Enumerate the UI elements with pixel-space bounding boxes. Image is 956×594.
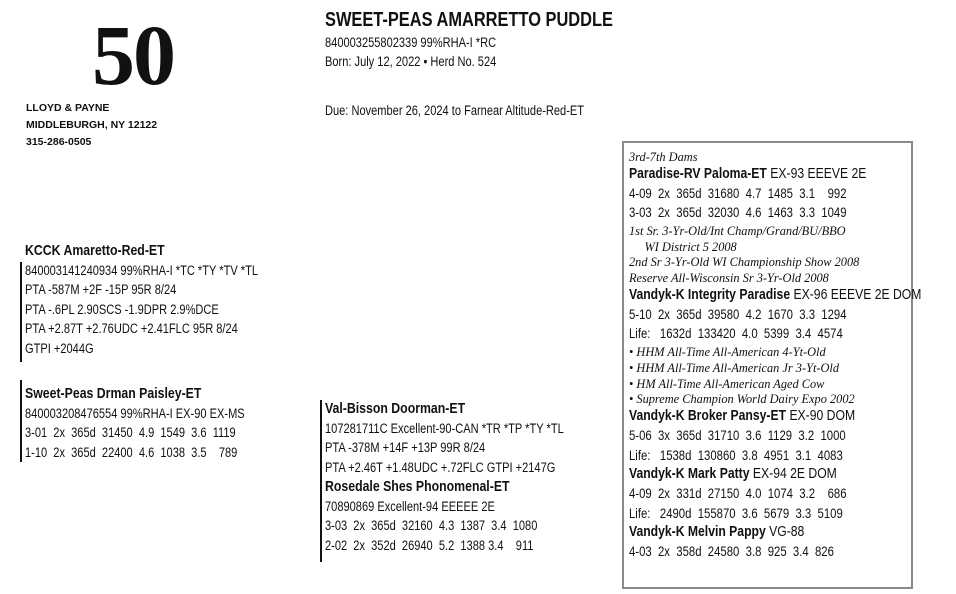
maternal-granddam-line: 2-02 2x 352d 26940 5.2 1388 3.4 911 [325, 537, 534, 553]
dam-line: 3-01 2x 365d 31450 4.9 1549 3.6 1119 [25, 425, 236, 440]
dam-entry-note: • HHM All-Time All-American Jr 3-Yt-Old [629, 359, 840, 375]
dam-entry-name-text: Vandyk-K Melvin Pappy [629, 524, 766, 541]
maternal-granddam-name: Rosedale Shes Phonomenal-ET [325, 478, 510, 495]
dam-entry-note: 2nd Sr 3-Yr-Old WI Championship Show 2008 [629, 254, 860, 270]
dam-entry-name [629, 286, 921, 305]
sire-line: 840003141240934 99%RHA-I *TC *TY *TV *TL [25, 262, 259, 278]
dam-entry-note: 1st Sr. 3-Yr-Old/Int Champ/Grand/BU/BBO [629, 222, 846, 238]
maternal-grandsire-line: 107281711C Excellent-90-CAN *TR *TP *TY *TL [325, 420, 564, 436]
dams-box [622, 141, 922, 589]
dam-entry-record: 4-03 2x 358d 24580 3.8 925 3.4 826 [629, 544, 834, 560]
dam-entry-record: 3-03 2x 365d 32030 4.6 1463 3.3 1049 [629, 205, 847, 221]
dam-entry-record: 5-10 2x 365d 39580 4.2 1670 3.3 1294 [629, 306, 847, 322]
dam-entry-classification: EX-90 DOM [786, 408, 856, 425]
animal-born-line: Born: July 12, 2022 • Herd No. 524 [325, 54, 497, 69]
dam-entry-name [629, 165, 921, 184]
consignor-phone: 315-286-0505 [26, 136, 92, 148]
pedigree-bracket [320, 400, 322, 562]
sire-line: PTA -.6PL 2.90SCS -1.9DPR 2.9%DCE [25, 301, 219, 317]
dam-entry-classification: VG-88 [765, 524, 805, 541]
pedigree-bracket [20, 262, 22, 362]
dam-line: 1-10 2x 365d 22400 4.6 1038 3.5 789 [25, 444, 238, 460]
animal-id-line: 840003255802339 99%RHA-I *RC [325, 35, 497, 50]
dam-entry-record: Life: 2490d 155870 3.6 5679 3.3 5109 [629, 505, 843, 521]
consignor-info [26, 100, 157, 151]
pedigree-bracket [20, 380, 22, 462]
dams-box-header: 3rd-7th Dams [629, 149, 698, 164]
animal-due-line: Due: November 26, 2024 to Farnear Altitude-Red-ET [325, 103, 585, 118]
sire-line: GTPI +2044G [25, 340, 94, 356]
dam-entry-classification: EX-96 EEEVE 2E DOM [790, 286, 922, 303]
dam-block [25, 384, 293, 462]
dam-entry-record: 4-09 2x 331d 27150 4.0 1074 3.2 686 [629, 486, 847, 502]
dam-name: Sweet-Peas Drman Paisley-ET [25, 385, 202, 402]
dam-entry-note: Reserve All-Wisconsin Sr 3-Yr-Old 2008 [629, 270, 829, 286]
dam-entry-name-text: Vandyk-K Integrity Paradise [629, 286, 791, 303]
dam-entry-classification: EX-93 EEEVE 2E [766, 165, 867, 182]
sire-name: KCCK Amaretto-Red-ET [25, 242, 165, 259]
sire-line: PTA +2.87T +2.76UDC +2.41FLC 95R 8/24 [25, 321, 238, 336]
sire-block [25, 241, 309, 358]
dam-entry-record: 5-06 3x 365d 31710 3.6 1129 3.2 1000 [629, 428, 846, 444]
dam-entry-note: • HM All-Time All-American Aged Cow [629, 375, 825, 391]
dam-entry-note: • Supreme Champion World Dairy Expo 2002 [629, 391, 855, 407]
dam-entry-classification: EX-94 2E DOM [749, 466, 837, 483]
dam-entry-name-text: Vandyk-K Mark Patty [629, 466, 750, 483]
dam-entry-name-text: Paradise-RV Paloma-ET [629, 165, 767, 182]
maternal-grandsire-line: PTA -378M +14F +13P 99R 8/24 [325, 440, 486, 455]
consignor-name: LLOYD & PAYNE [26, 102, 110, 114]
consignor-address: MIDDLEBURGH, NY 12122 [26, 119, 158, 131]
maternal-granddam-line: 3-03 2x 365d 32160 4.3 1387 3.4 1080 [325, 518, 538, 533]
dam-entry-record: 4-09 2x 365d 31680 4.7 1485 3.1 992 [629, 185, 847, 201]
dam-entry-name-text: Vandyk-K Broker Pansy-ET [629, 408, 787, 425]
dam-entry-record: Life: 1632d 133420 4.0 5399 3.4 4574 [629, 326, 843, 342]
sire-line: PTA -587M +2F -15P 95R 8/24 [25, 282, 177, 297]
maternal-granddam-line: 70890869 Excellent-94 EEEEE 2E [325, 498, 495, 514]
maternal-grandsire-block [325, 399, 616, 555]
lot-number: 50 [92, 7, 174, 103]
dam-entry-name [629, 407, 921, 426]
dam-entry-note: • HHM All-Time All-American 4-Yt-Old [629, 343, 826, 359]
maternal-grandsire-line: PTA +2.46T +1.48UDC +.72FLC GTPI +2147G [325, 459, 556, 475]
dam-entry-record: Life: 1538d 130860 3.8 4951 3.1 4083 [629, 447, 843, 463]
dam-entry-name [629, 465, 921, 484]
dam-entry-name [629, 523, 921, 542]
dam-line: 840003208476554 99%RHA-I EX-90 EX-MS [25, 405, 245, 421]
maternal-grandsire-name: Val-Bisson Doorman-ET [325, 400, 466, 417]
dams-box-content [629, 149, 956, 562]
animal-name: SWEET-PEAS AMARRETTO PUDDLE [325, 9, 613, 31]
dam-entry-note: WI District 5 2008 [629, 238, 737, 254]
